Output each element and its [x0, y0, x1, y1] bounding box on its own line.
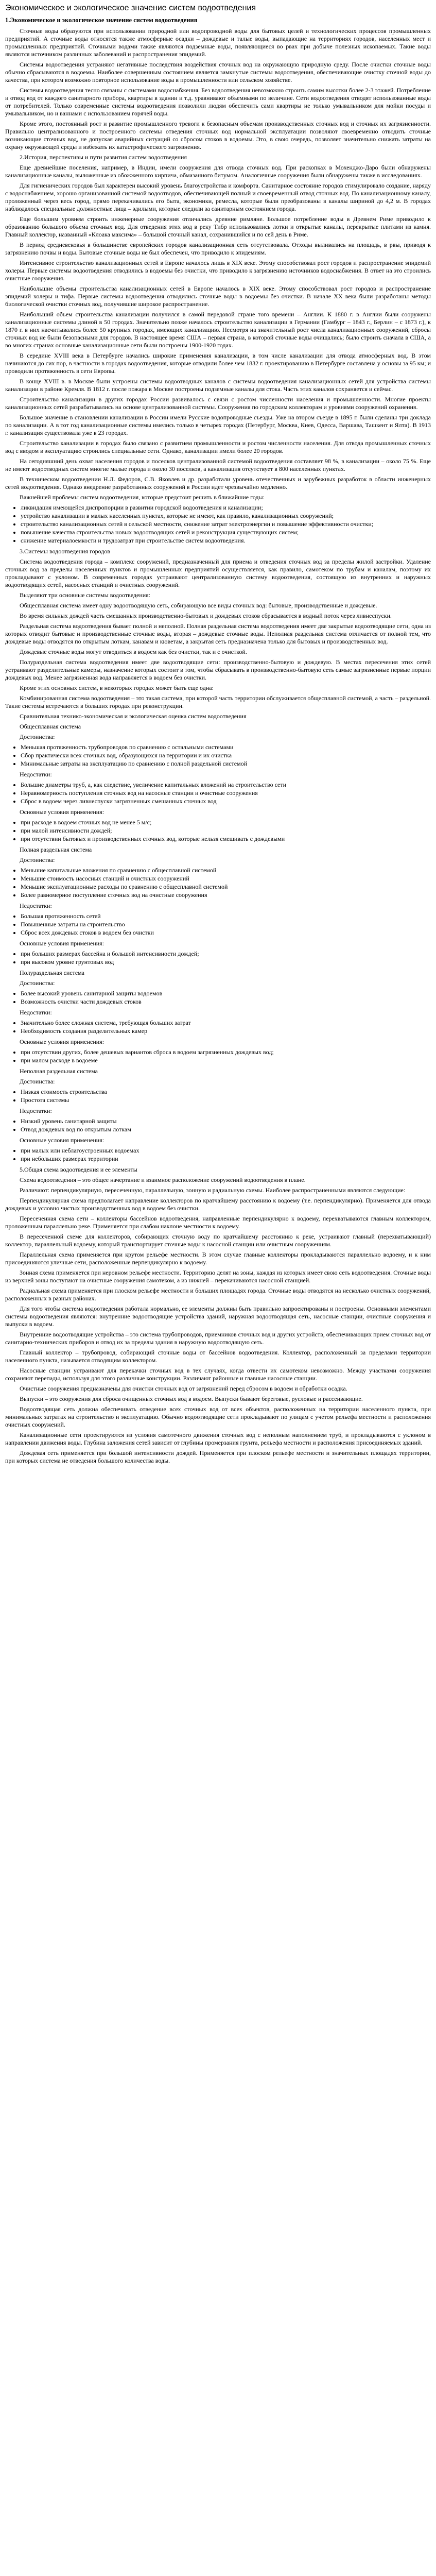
bullet-list: [21, 819, 431, 843]
list-item: • Низкая стоимость строительства: [21, 1088, 431, 1096]
bullet-list: [21, 1048, 431, 1064]
list-item: • строительство канализационных сетей в сельской местности, снижение затрат электроэнергии и повышение эффективности очистки;: [21, 520, 431, 528]
list-item: • при малой интенсивности дождей;: [21, 827, 431, 835]
paragraph: Еще большим уровнем строить инженерные сооружения отличались древние римляне. Большое потребление воды в Древнем Риме приводило к образованию большого объема сточных вод. Для отведения этих вод в реку Тибр использовались лотки и открытые каналы, перекрытые плитами из камня. Главный коллектор, названный «Клоака максима» – большой сточный канал, сохранившийся и по сей день в Риме.: [5, 215, 431, 238]
paragraph: Большое значение в становлении канализации в России имели Русские водопроводные съезды. Уже на втором съезде в 1895 г. были сделаны три доклада по канализации. А в тот год канализационные системы имелись только в четырех городах (Петербург, Москва, Киев, Одесса, Варшава, Ташкент и Ялта). В 1913 г. канализация существовала уже в 23 городах.: [5, 414, 431, 436]
list-item: • снижение материалоемкости и трудозатрат при строительстве систем водоотведения.: [21, 537, 431, 545]
paragraph: Дождевая сеть применяется при большой интенсивности дождей. Применяется при плоском рельефе местности и значительных площадях территории, при которых система не отведения большого количества воды.: [5, 1449, 431, 1464]
paragraph: Строительство канализации в городах было связано с развитием промышленности и ростом численности населения. Для отвода промышленных сточных вод с вводом в эксплуатацию строились специальные сети. Однако, канализации имели более 20 городов.: [5, 439, 431, 454]
list-item: • Значительно более сложная система, требующая больших затрат: [21, 1019, 431, 1027]
list-item: • Более высокий уровень санитарной защиты водоемов: [21, 990, 431, 997]
list-item: • при высоком уровне грунтовых вод: [21, 958, 431, 966]
paragraph: Пересеченная схема сети – коллекторы бассейнов водоотведения, направленные перпендикулярно к водоему, перехватываются главным коллектором, проложенным параллельно реке. Применяется при слабом наклоне местности к водоему.: [5, 1215, 431, 1230]
list-item: • повышение качества строительства новых водоотводящих сетей и реконструкция существующих систем;: [21, 529, 431, 536]
paragraph: Наибольшие объемы строительства канализационных сетей в Европе началось в XIX веке. Этому способствовал рост городов и распространение эпидемий холеры и тифа. Первые системы водоотведения отводились сточные воды в водоемы без очистки. В начале XX века были разработаны методы биологической очистки сточных вод, получившие широкое распространение.: [5, 285, 431, 308]
list-item: • при расходе в водоем сточных вод не менее 5 м/с;: [21, 819, 431, 826]
list-item: • устройство канализации в малых населенных пунктах, которые не имеют, как правило, канализационных сооружений;: [21, 512, 431, 520]
paragraph: 2.История, перспективы и пути развития систем водоотведения: [20, 154, 187, 161]
paragraph: Дождевые сточные воды могут отводиться в водоем как без очистки, так и с очисткой.: [20, 648, 247, 655]
list-item: • Неравномерность поступления сточных вод на насосные станции и очистные сооружения: [21, 789, 431, 797]
list-item: • при отсутствии других, более дешевых вариантов сброса в водоем загрязненных дождевых вод;: [21, 1048, 431, 1056]
paragraph: Выделяют три основные системы водоотведения:: [20, 591, 151, 599]
paragraph: Очистные сооружения предназначены для очистки сточных вод от загрязнений перед сбросом в водоем и обработки осадка.: [20, 1385, 347, 1392]
paragraph: Недостатки:: [20, 1009, 52, 1016]
paragraph: Полураздельная система водоотведения имеет две водоотводящие сети: производственно-бытовую и дождевую. В местах пересечения этих сетей устраивают разделительные камеры, назначение которых состоит в том, чтобы сбрасывать в производственно-бытовую сеть самые загрязненные первые порции дождевых вод. Менее загрязненная вода направляется в водоем без очистки.: [5, 658, 431, 681]
bullet-list: [21, 743, 431, 768]
list-item: • Меньшая протяженность трубопроводов по сравнению с остальными системами: [21, 743, 431, 751]
paragraph: Канализационные сети проектируются из условия самотечного движения сточных вод с неполным наполнением труб, и прокладываются с уклоном в направлении движения воды. Глубина заложения сетей зависит от глубины промерзания грунта, рельефа местности и расположения присоединяемых зданий.: [5, 1431, 431, 1446]
list-item: • Отвод дождевых вод по открытым лоткам: [21, 1126, 431, 1133]
bullet-list: [21, 1147, 431, 1163]
paragraph: Зонная схема применяется при неровном рельефе местности. Территорию делят на зоны, каждая из которых имеет свою сеть водоотведения. Сточные воды из верхней зоны поступают на очистные сооружения самотеком, а из нижней – перекачиваются насосной станцией.: [5, 1269, 431, 1284]
paragraph: Параллельная схема применяется при крутом рельефе местности. В этом случае главные коллекторы прокладываются параллельно водоему, и к ним присоединяются уличные сети, расположенные перпендикулярно к водоему.: [5, 1251, 431, 1266]
paragraph: Системы водоотведения тесно связаны с системами водоснабжения. Без водоотведения невозможно строить самим высотки более 2-3 этажей. Потребление и отвод вод от каждого санитарного прибора, квартиры в здании и т.д. уравнивают объемными по величине. Сети водоотведения отводят использованные воды от потребителей. Только современные системы водоотведения позволили людям обеспечить сами квартиры не только умывальником для мойки посуды и умывальником, но и ваннами с использованием горячей воды.: [5, 87, 431, 117]
paragraph: Схема водоотведения – это общее начертание и взаимное расположение сооружений водоотведения в плане.: [20, 1176, 306, 1183]
paragraph: Неполная раздельная система: [20, 1067, 98, 1075]
paragraph: Достоинства:: [20, 979, 55, 987]
paragraph: Для того чтобы система водоотведения работала нормально, ее элементы должны быть правильно запроектированы и построены. Основными элементами системы водоотведения являются: внутренние водоотводящие устройства зданий, наружная водоотводящая сеть, насосные станции, очистные сооружения и выпуски в водоем.: [5, 1305, 431, 1328]
list-item: • при больших размерах бассейна и большой интенсивности дождей;: [21, 950, 431, 958]
paragraph: Наибольший объем строительства канализации получился в самой передовой стране того времени – Англии. К 1880 г. в Англии были сооружены канализационные системы длиной в 50 городах. Значительно позже началось строительство канализации в Германии (Гамбург – 1843 г., Берлин – с 1873 г.), к 1870 г. в них насчитывались более 50 крупных городах, имеющих канализацию. Несмотря на значительный рост числа канализационных сооружений, сбросы сточных вод не были безопасными для городов. В настоящее время США – первая страна, в которой сточные воды очищались; было строить сначала в США, а во многих странах основные канализационные сети были построены 1900-1920 годах.: [5, 311, 431, 349]
paragraph: Полная раздельная система: [20, 846, 92, 853]
paragraph: В период средневековья в большинстве европейских городов канализационная сеть отсутствовала. Отходы выливались на площадь, в рвы, приводя к загрязнению почвы и воды. Бытовые сточные воды не был обеспечен, что приводило к эпидемиям.: [5, 241, 431, 256]
paragraph: В пересеченной схеме для коллекторов, собирающих сточную воду по кратчайшему расстоянию к реке, устраивают главный (перехватывающий) коллектор, параллельный водоему, который транспортирует сточные воды к насосной станции или очистным сооружениям.: [5, 1233, 431, 1248]
paragraph: Различают: перпендикулярную, пересеченную, параллельную, зонную и радиальную схемы. Наиболее распространенными являются следующие:: [20, 1187, 406, 1194]
list-item: • Простота системы: [21, 1096, 431, 1104]
list-item: • Сброс в водоем через ливнеспуски загрязненных смешанных сточных вод: [21, 798, 431, 805]
paragraph: Для гигиенических городов был характерен высокий уровень благоустройства и комфорта. Санитарное состояние городов стимулировало создание, наряду с водоснабжением, хорошо организованной системой водоотводов, обеспечивающей полный и своевременный отвод сточных вод. По канализационному каналу, проложенный через весь город, прямо перекачивались его быта, экономики, ремесла, которые были преобразованы в каналы шириной до 4,2 м. В городах наблюдалось специальные должностные лица – эдилыми, которые следили за санитарным состоянием города.: [5, 182, 431, 212]
paragraph: 5.Общая схема водоотведения и ее элементы: [20, 1166, 137, 1173]
paragraph: Недостатки:: [20, 771, 52, 778]
bullet-list: [21, 781, 431, 805]
paragraph: Главный коллектор – трубопровод, собирающий сточные воды от бассейнов водоотведения. Коллектор, расположенный за пределами территории населенного пункта, называется отводящим коллектором.: [5, 1349, 431, 1364]
list-item: • Меньшие стоимость насосных станций и очистных сооружений: [21, 875, 431, 883]
paragraph: Комбинированная система водоотведения – это такая система, при которой часть территории обслуживается общесплавной системой, а часть – раздельной. Такие системы встречаются в больших городах при реконструкции.: [5, 694, 431, 709]
list-item: • при малых или неблагоустроенных водоемах: [21, 1147, 431, 1155]
paragraph: Насосные станции устраивают для перекачки сточных вод в тех случаях, когда отвести их самотеком невозможно. Между участками сооружения сохраняют перепады, используя для этого различные конструкции. Различают районные и главные насосные станции.: [5, 1367, 431, 1382]
main-heading: 1.Экономическое и экологическое значение систем водоотведения: [5, 16, 198, 24]
bullet-list: [21, 867, 431, 899]
paragraph: На сегодняшний день охват населения городов и поселков централизованной системой водоотведения составляет 98 %, в канализации – около 75 %. Еще не имеют водоотводных систем многие малые города и около 30 поселков, а канализация отсутствует в 800 населенных пунктах.: [5, 457, 431, 472]
list-item: • Минимальные затраты на эксплуатацию по сравнению с полной раздельной системой: [21, 760, 431, 768]
list-item: • Меньшие эксплуатационные расходы по сравнению с общесплавной системой: [21, 883, 431, 891]
bullet-list: [21, 1088, 431, 1104]
paragraph: Достоинства:: [20, 733, 55, 740]
paragraph: Общесплавная система имеет одну водоотводящую сеть, собирающую все виды сточных вод: бытовые, производственные и дождевые.: [20, 602, 377, 609]
bullet-list: [21, 504, 431, 545]
bullet-list: [21, 990, 431, 1006]
paragraph: 3.Системы водоотведения городов: [20, 548, 111, 555]
list-item: • Сбор практически всех сточных вод, образующихся на территории и их очистка: [21, 752, 431, 759]
paragraph: Перпендикулярная схема предполагает направление коллекторов по кратчайшему расстоянию к водоему (т.е. перпендикулярно). Применяется для отвода дождевых и условно чистых производственных вод в водоем без очистки.: [5, 1197, 431, 1212]
paragraph: Важнейшей проблемы систем водоотведения, которые предстоит решить в ближайшие годы:: [20, 494, 265, 501]
paragraph: Строительство канализации в других городах России развивалось с связи с ростом численности населения и промышленности. Многие проекты канализационных сетей разрабатывались на основе централизованной системы. Сооружения по городским коллекторам и уровнями сооружений охранения.: [5, 396, 431, 411]
paragraph: Еще древнейшие поселения, например, в Индии, имели сооружения для отвода сточных вод. При раскопках в Мохенджо-Даро были обнаружены канализационные каналы, выложенные из обожженного кирпича, обмазанного битумом. Аналогичные сооружения были обнаружены также в исследованиях.: [5, 164, 431, 179]
paragraph: В техническом водоотведении Н.Л. Федоров, С.В. Яковлев и др. разработали уровень отечественных и зарубежных разработок в области инженерных сетей водоотведения. Однако внедрение разработанных сооружений в России идет чрезвычайно медленно.: [5, 476, 431, 490]
paragraph: Сточные воды образуются при использовании природной или водопроводной воды для бытовых целей и технологических процессов промышленных предприятий. А сточные воды относятся также атмосферные осадки – дождевые и талые воды, выпадающие на территориях городов, населенных мест и промышленных предприятий. Сточными водами также являются подземные воды, появляющиеся во рвах при добыче полезных ископаемых. Такие воды являются источником различных заболеваний и распространения эпидемий.: [5, 27, 431, 58]
paragraph: Радиальная схема применяется при плоском рельефе местности и больших площадях города. Сточные воды отводятся на несколько очистных сооружений, расположенных в разных районах.: [5, 1287, 431, 1302]
paragraph: Основные условия применения:: [20, 1137, 104, 1144]
paragraph: Выпуски – это сооружения для сброса очищенных сточных вод в водоем. Выпуски бывают береговые, русловые и рассеивающие.: [20, 1395, 363, 1402]
paragraph: В середине XVIII века в Петербурге начались широкие применения канализации, в том числе канализации для отвода атмосферных вод. В этом начинаются до сих пор, в частности в городах водоотведения, которые отводили более чем 1832 г. проектированию в Петербурге составлена у основы за 95 км; и проводили протяженность в сети Европы.: [5, 352, 431, 375]
paragraph: Водоотводящая сеть должна обеспечивать отведение всех сточных вод от всех объектов, расположенных на территории населенного пункта, при минимальных затратах на строительство и эксплуатацию. Обычно водоотводящие сети прокладывают по улицам с учетом рельефа местности и расположения очистных сооружений.: [5, 1405, 431, 1428]
bullet-list: [21, 912, 431, 937]
list-item: • при малом расходе в водоеме: [21, 1057, 431, 1064]
list-item: • Сброс всех дождевых стоков в водоем без очистки: [21, 929, 431, 937]
paragraph: Недостатки:: [20, 902, 52, 909]
paragraph: Раздельная система водоотведения бывает полной и неполной. Полная раздельная система водоотведения имеет две закрытые водоотводящие сети, одна из которых отводит бытовые и производственные сточные воды, вторая – дождевые сточные воды. Неполная раздельная система отличается от полной тем, что дождевые воды отводятся по открытым лоткам, канавам и кюветам, а закрытая сеть предназначена только для бытовых и производственных вод.: [5, 622, 431, 645]
paragraph: Основные условия применения:: [20, 1038, 104, 1045]
document-body: [5, 27, 431, 1465]
list-item: • при небольших размерах территории: [21, 1155, 431, 1163]
list-item: • ликвидация имеющейся диспропорции в развитии городской водоотведения и канализации;: [21, 504, 431, 512]
list-item: • Низкий уровень санитарной защиты: [21, 1117, 431, 1125]
list-item: • Необходимость создания разделительных камер: [21, 1027, 431, 1035]
paragraph: Общесплавная система: [20, 723, 81, 730]
paragraph: Полураздельная система: [20, 969, 84, 976]
page-title: Экономическое и экологическое значение систем водоотведения: [5, 4, 256, 12]
paragraph: Кроме этих основных систем, в некоторых городах может быть еще одна:: [20, 684, 214, 691]
paragraph: Системы водоотведения устраняют негативные последствия воздействия сточных вод на окружающую природную среду. После очистки сточные воды обычно сбрасываются в водоемы. Наиболее совершенным состоянием является замкнутые системы водоотведения, обеспечивающие очистку сточной воды до качества, при котором возможно повторное использование воды в промышленности или сельском хозяйстве.: [5, 61, 431, 83]
paragraph: Сравнительная технико-экономическая и экологическая оценка систем водоотведения: [20, 713, 247, 720]
paragraph: В конце XVIII в. в Москве были устроены системы водоотводных каналов с системы водоотведения канализационных сетей для устройства системы канализации в районе Кремля. В 1812 г. после пожара в Москве построены подземные каналы для стока. Часть этих каналов сохраняется и сейчас.: [5, 378, 431, 393]
list-item: • Возможность очистки части дождевых стоков: [21, 998, 431, 1006]
paragraph: Недостатки:: [20, 1107, 52, 1114]
list-item: • Меньшие капитальные вложения по сравнению с общесплавной системой: [21, 867, 431, 874]
bullet-list: [21, 1117, 431, 1133]
list-item: • Более равномерное поступление сточных вод на очистные сооружения: [21, 891, 431, 899]
paragraph: Внутренние водоотводящие устройства – это система трубопроводов, приемников сточных вод и других устройств, обеспечивающих прием сточных вод от санитарно-технических приборов и отвод их за пределы здания в наружную водоотводящую сеть.: [5, 1331, 431, 1346]
paragraph: Основные условия применения:: [20, 808, 104, 816]
paragraph: Основные условия применения:: [20, 940, 104, 947]
bullet-list: [21, 1019, 431, 1035]
paragraph: Интенсивное строительство канализационных сетей в Европе началось лишь в XIX веке. Этому способствовал рост городов и распространение эпидемий холеры. Первые системы водоотведения отводились в водоемы без очистки, что приводило к загрязнению источников водоснабжения. В ответ на это строились очистные сооружения.: [5, 259, 431, 282]
bullet-list: [21, 950, 431, 966]
list-item: • при отсутствии бытовых и производственных сточных вод, которые нельзя смешивать с дождевыми: [21, 835, 431, 843]
list-item: • Большие диаметры труб, а, как следствие, увеличение капитальных вложений на строительство сети: [21, 781, 431, 789]
list-item: • Большая протяженность сетей: [21, 912, 431, 920]
list-item: • Повышенные затраты на строительство: [21, 921, 431, 928]
paragraph: Достоинства:: [20, 856, 55, 863]
paragraph: Достоинства:: [20, 1078, 55, 1085]
paragraph: Система водоотведения города – комплекс сооружений, предназначенный для приема и отведения сточных вод за пределы жилой застройки. Удаление сточных вод за пределы населенных пунктов и промышленных предприятий осуществляется, как правило, самотеком по трубам и каналам, поэтому их прокладывают с уклоном. В современных городах устраивают централизованную систему водоотведения, состоящую из внутренних и наружных водоотводящих сетей, насосных станций и очистных сооружений.: [5, 558, 431, 588]
paragraph: Кроме этого, постоянный рост и развитие промышленного тревоги к безопасным объемам производственных сточных вод и сточных их загрязненности. Правильно централизованного и построенного системы отведения сточных вод нормальной эксплуатации позволяют своевременно отводить сточные возникающие сточных вод, не допуская аварийных ситуаций со сбросом стоков в водоемы. Это, в свою очередь, позволяет значительно снижать затраты на охрану окружающей среды и избежать их катастрофического загрязнения.: [5, 120, 431, 150]
paragraph: Во время сильных дождей часть смешанных производственно-бытовых и дождевых стоков сбрасывается в водный поток через ливнеспуски.: [20, 612, 392, 619]
